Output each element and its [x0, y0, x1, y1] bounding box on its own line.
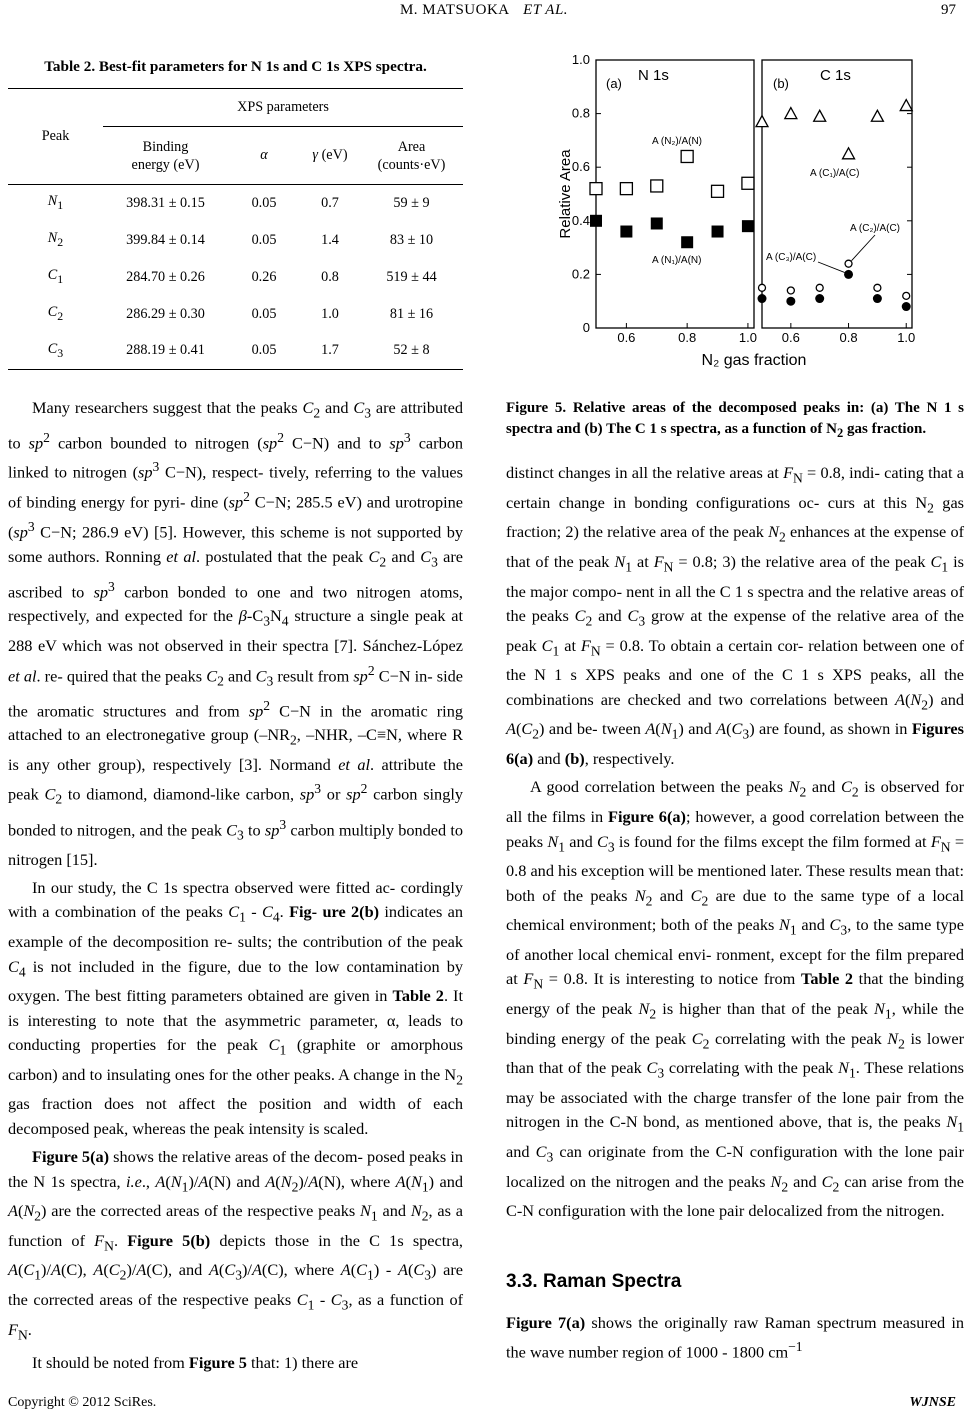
paragraph: It should be noted from Figure 5 that: 1) there are [32, 1353, 359, 1373]
data-point-open-circle [816, 284, 823, 291]
y-axis-label: Relative Area [557, 149, 574, 239]
figure-caption: Figure 5. Relative areas of the decomposed peaks in: (a) The N 1 s spectra and (b) The C 1 s spectra, as a function of $N_2$ gas fraction. [506, 400, 964, 440]
raman-paragraph: Figure 7(a) shows the originally raw Raman spectrum measured in the wave number region of 1000 - 1800 $cm^{-1}$ [506, 1313, 965, 1362]
gamma-cell: 1.4 [321, 231, 339, 248]
data-point-open-circle [787, 287, 794, 294]
col-gamma-unit: (eV) [318, 147, 348, 163]
data-point-filled-square [712, 226, 724, 238]
peak-cell: $N_1$ [47, 193, 64, 213]
axes-layer [572, 52, 915, 345]
y-tick-label: 1.0 [571, 52, 590, 67]
panel-b-label: (b) [773, 76, 789, 91]
col-be-line2: energy (eV) [131, 156, 200, 173]
data-point-filled-circle [758, 294, 767, 303]
data-point-open-circle [874, 284, 881, 291]
data-point-open-triangle [814, 110, 826, 121]
table-row [8, 296, 463, 333]
footer-journal: WJNSE [909, 1395, 956, 1410]
gamma-cell: 0.7 [321, 194, 339, 211]
peak-cell: $C_2$ [47, 304, 64, 323]
data-point-open-triangle [785, 108, 797, 119]
data-point-open-square [590, 183, 602, 195]
data-point-filled-circle [815, 294, 824, 303]
gamma-cell: 1.7 [300, 333, 360, 370]
data-point-filled-square [590, 215, 602, 227]
x-tick-label: 0.6 [781, 330, 800, 345]
y-tick-label: 0.6 [571, 159, 590, 175]
data-point-open-square [742, 177, 754, 189]
header-etal: ET AL. [523, 2, 569, 18]
table-row [8, 222, 463, 259]
table-caption: Table 2. Best-fit parameters for N 1s and C 1s XPS spectra. [44, 58, 427, 75]
data-point-open-circle [845, 260, 852, 267]
legend-label-n1: A (N₁)/A(N) [652, 255, 702, 266]
binding-energy-cell: 284.70 ± 0.26 [126, 268, 205, 285]
legend-label-c3: A (C₃)/A(C) [766, 252, 817, 263]
y-tick-label: 0.8 [571, 105, 590, 121]
data-point-filled-square [651, 217, 663, 229]
legend-label-c2: A (C₂)/A(C) [850, 223, 900, 234]
left-column-text [8, 396, 463, 1376]
data-point-open-square [681, 150, 693, 162]
data-point-filled-square [620, 226, 632, 238]
panel-b-title: C 1s [820, 67, 851, 84]
x-tick-label: 1.0 [738, 330, 757, 345]
peak-cell: $C_3$ [8, 333, 103, 370]
col-area-line2: (counts·eV) [377, 156, 446, 173]
data-point-open-triangle [871, 110, 883, 121]
legend-label-n2: A (N₂)/A(N) [652, 136, 702, 147]
x-tick-label: 1.0 [897, 330, 916, 345]
paragraph: A good correlation between the peaks $N_2$ and $C_2$ is observed for all the films in Figure 6(a); however, a good correlation between the peaks $N_1$ and $C_3$ is found for the films except the film formed at $F_N = 0.8$ and his exception will be mentioned later. These results mean that: both of the peaks $N_2$ and $C_2$ are due to the same type of a local chemical environment; both of the peaks $N_1$ and $C_3$, to the same type of another local chemical envi- ronment, except for the film prepared at $F_N = 0.8$. It is interesting to notice from Table 2 that the binding energy of the peak $N_2$ is higher than that of the peak $N_1$, while the binding energy of the peak $C_2$ correlating with the peak $N_2$ is lower than that of the peak $C_3$ correlating with the peak $N_1$. These relations may be associated with the charge transfer of the lone pair from the nitrogen in the C-N bond, as mentioned above, that is, the peaks $N_1$ and $C_3$ can originate from the C-N configuration with the lone pair localized on the nitrogen and the peaks $N_2$ and $C_2$ can arise from the C-N configuration with the lone pair delocalized from the nitrogen. [506, 777, 965, 1221]
alpha-cell: 0.05 [228, 333, 300, 370]
y-tick-label: 0 [582, 320, 590, 335]
y-tick-label: 0.2 [571, 266, 590, 282]
right-column-text [506, 461, 964, 1224]
x-tick-label: 0.8 [678, 330, 697, 345]
data-point-open-triangle [843, 148, 855, 159]
data-point-open-square [651, 180, 663, 192]
alpha-cell: 0.05 [251, 194, 277, 211]
paragraph: distinct changes in all the relative areas at $F_N = 0.8$, indi- cating that a certain change in bonding configurations oc- curs at this $N_2$ gas fraction; 2) the relative area of the peak $N_2$ enhances at the expense of that of the peak $N_1$ at $F_N = 0.8$; 3) the relative area of the peak $C_1$ is the major compo- nent in all the C 1 s spectra and the relative areas of the peaks $C_2$ and $C_3$ grow at the expense of the relative area of the peak $C_1$ at $F_N = 0.8$. To obtain a certain cor- relation between one of the N 1 s XPS peaks and one of the C 1 s XPS peaks, all the combinations are checked and two correlations between $A(N_2)$ and $A(C_2)$ and be- tween $A(N_1)$ and $A(C_3)$ are found, as shown in Figures 6(a) and (b), respectively. [506, 463, 965, 769]
x-axis-label: N₂ gas fraction [701, 352, 807, 369]
panel-a-title: N 1s [638, 67, 669, 84]
group-header: XPS parameters [103, 89, 463, 127]
xps-parameters-table [8, 88, 463, 370]
annotation-arrow-c2 [852, 235, 875, 261]
binding-energy-cell: 288.19 ± 0.41 [103, 333, 228, 370]
section-title: 3.3. Raman Spectra [506, 1271, 682, 1292]
x-tick-label: 0.8 [839, 330, 858, 345]
page-number: 97 [941, 2, 956, 18]
legend-label-c1: A (C₁)/A(C) [810, 168, 860, 179]
running-header [0, 2, 968, 19]
data-point-open-triangle [756, 116, 768, 127]
col-peak-header: Peak [8, 89, 103, 185]
header-authors: M. MATSUOKA [399, 2, 509, 18]
gamma-cell: 1.0 [321, 305, 339, 322]
data-point-filled-circle [786, 297, 795, 306]
binding-energy-cell: 398.31 ± 0.15 [126, 194, 205, 211]
area-cell: 519 ± 44 [386, 268, 437, 285]
alpha-cell: 0.26 [251, 268, 277, 285]
paragraph: In our study, the C 1s spectra observed were fitted ac- cordingly with a combination of the peaks $C_1 - C_4$. Fig- ure 2(b) indicates an example of the decomposition re- sults; the contribution of the peak $C_4$ is not included in the figure, due to the low contamination by oxygen. The best fitting parameters obtained are given in Table 2. It is interesting to note that the asymmetric parameter, α, leads to conducting properties for the peak $C_1$ (graphite or amorphous carbon) and to insulating ones for the other peaks. A change in the $N_2$ gas fraction does not affect the position and width of each decomposed peak, whereas the peak intensity is scaled. [8, 878, 464, 1138]
peak-cell: $N_2$ [47, 230, 64, 249]
panel-a-label: (a) [606, 76, 622, 91]
data-point-filled-circle [873, 294, 882, 303]
table-row [8, 333, 463, 370]
table-row [8, 259, 463, 296]
data-point-filled-square [681, 236, 693, 248]
data-point-open-square [620, 183, 632, 195]
panel-b-frame [762, 60, 912, 328]
alpha-cell: 0.05 [251, 305, 277, 322]
data-point-filled-square [742, 220, 754, 232]
data-point-filled-circle [902, 302, 911, 311]
x-tick-label: 0.6 [617, 330, 636, 345]
binding-energy-cell: 399.84 ± 0.14 [126, 231, 205, 248]
annotation-arrow-c3 [818, 262, 845, 272]
col-alpha-header: α [228, 127, 300, 185]
binding-energy-cell: 286.29 ± 0.30 [126, 305, 205, 322]
marks-layer [590, 100, 912, 312]
area-cell: 81 ± 16 [389, 305, 434, 322]
alpha-cell: 0.05 [251, 231, 277, 248]
data-point-open-triangle [900, 100, 912, 111]
footer-copyright: Copyright © 2012 SciRes. [8, 1395, 157, 1410]
table-row [8, 185, 463, 222]
area-cell: 83 ± 10 [389, 231, 434, 248]
col-be-line1: Binding [142, 138, 189, 155]
gamma-cell: 0.8 [321, 268, 339, 285]
data-point-filled-circle [844, 270, 853, 279]
figure-5-chart [548, 50, 928, 376]
col-binding-energy-header [103, 127, 228, 185]
area-cell: 52 ± 8 [360, 333, 463, 370]
col-gamma-symbol: γ [312, 147, 319, 163]
col-area-line1: Area [397, 138, 426, 155]
data-point-open-circle [759, 284, 766, 291]
col-gamma-header [300, 127, 360, 185]
peak-cell: $C_1$ [47, 267, 64, 286]
data-point-open-square [712, 185, 724, 197]
paragraph: Figure 5(a) shows the relative areas of the decom- posed peaks in the N 1s spectra, i.e., $A(N_1)/A(N)$ and $A(N_2)/A(N)$, where $A(N_1)$ and $A(N_2)$ are the corrected areas of the respective peaks $N_1$ and $N_2$, as a function of $F_N$. Figure 5(b) depicts those in the C 1s spectra, $A(C_1)/A(C)$, $A(C_2)/A(C)$, and $A(C_3)/A(C)$, where $A(C_1) - A(C_3)$ are the corrected areas of the respective peaks $C_1 - C_3$, as a function of $F_N$. [8, 1147, 464, 1343]
y-tick-label: 0.4 [571, 212, 590, 228]
paragraph: Many researchers suggest that the peaks $C_2$ and $C_3$ are attributed to $sp^2$ carbon bounded to nitrogen ($sp^2$ C−N) and to $sp^3$ carbon linked to nitrogen ($sp^3$ C−N), respect- tively, referring to the values of binding energy for pyri- dine ($sp^2$ C−N; 285.5 eV) and urotropine ($sp^3$ C−N; 286.9 eV) [5]. However, this scheme is not supported by some authors. Ronning et al. postulated that the peak $C_2$ and $C_3$ are ascribed to $sp^3$ carbon bonded to one and two nitrogen atoms, respectively, and expected for the $\beta-C_3N_4$ structure a single peak at 288 eV which was not observed in their spectra [7]. Sánchez-López et al. re- quired that the peaks $C_2$ and $C_3$ result from $sp^2$ C−N in- side the aromatic structures and from $sp^2$ C−N in the aromatic ring attached to an electronegative group ($-NR_2$, –NHR, –C≡N, where R is any other group), respectively [3]. Normand et al. attribute the peak $C_2$ to diamond, diamond-like carbon, $sp^3$ or $sp^2$ carbon singly bonded to nitrogen, and the peak $C_3$ to $sp^3$ carbon multiply bonded to nitrogen [15]. [8, 398, 464, 869]
data-point-open-circle [903, 292, 910, 299]
panel-a-frame [596, 60, 754, 328]
col-area-header [360, 127, 463, 185]
area-cell: 59 ± 9 [393, 194, 430, 211]
